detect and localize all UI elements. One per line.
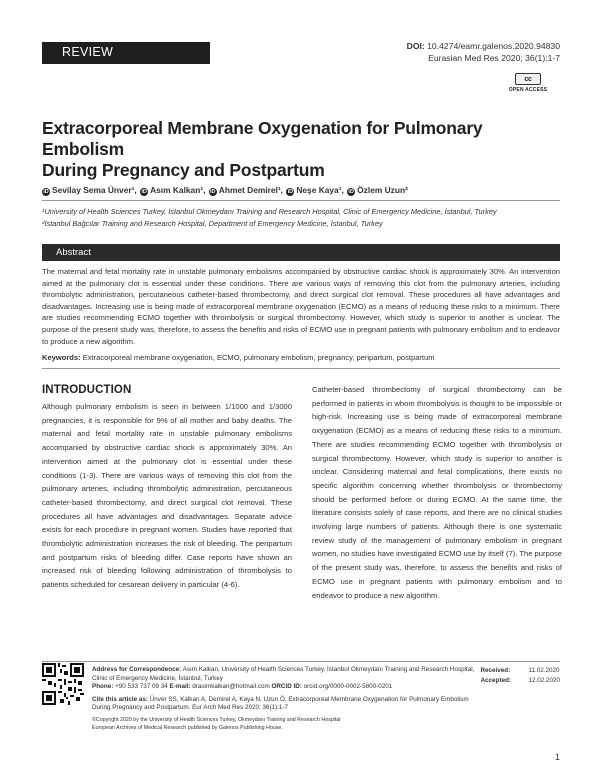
accepted-date: 12.02.2020 — [528, 676, 560, 684]
divider — [42, 200, 560, 201]
section-label: REVIEW — [42, 42, 210, 64]
author-name: Neşe Kaya¹, — [296, 185, 344, 195]
orcid-icon[interactable]: iD — [287, 189, 294, 195]
introduction-paragraph-1: Although pulmonary embolism is seen in between 1/1000 and 1/3000 pregnancies, it is responsible for 9% of all mother and baby deaths. The maternal and fetal mortality rate in unstable pulmonary embolisms accompanied by obstructive cardiac shock is approximately 30%. An intervention aimed at the pulmonary clot is essential under these conditions (1-3). There are various ways of removing this clot from the pulmonary arteries, including thrombolytic administration, percutaneous catheter-based thrombectomy, and direct surgical clot removal. These procedures all have advantages and disadvantages. Separate advice exists for each procedure in pregnant women. Studies have reported that thrombolytic administration increases the risk of bleeding. The peripartum and postpartum risks of bleeding differ. Case reports have shown an increased risk of bleeding following administration of thrombolysis to patients scheduled for cesarean delivery in particular (4-6). — [42, 402, 292, 590]
abstract-text: The maternal and fetal mortality rate in unstable pulmonary embolisms accompanied by obstructive cardiac shock is approximately 30%. An intervention aimed at the pulmonary clot is essential under these conditions. There are various ways of removing this clot from the pulmonary arteries, including thrombolytic administration, percutaneous catheter-based thrombectomy, and direct surgical clot removal. These procedures all have advantages and disadvantages. Increasing use is being made of extracorporeal membrane oxygenation (ECMO) as a means of reducing these risks to a minimum. There are studies recommending ECMO together with thrombolysis or surgical thrombectomy. However, which study is superior to another is unclear. The purpose of the present study was, therefore, to assess the benefits and risks of ECMO use in pregnant patients with pulmonary embolism and to endeavor to produce a new algorithm. — [42, 267, 560, 346]
orcid-icon[interactable]: iD — [348, 189, 354, 195]
right-column — [312, 383, 562, 602]
orcid-icon[interactable]: iD — [43, 189, 49, 195]
introduction-paragraph-2: Catheter-based thrombectomy of surgical thrombectomy can be performed in patients in whom thrombolysis is thought to be impossible or high-risk. Increasing use is being made of extracorporeal membrane oxygenation (ECMO) as a means of reducing these risks to a minimum. There are studies recommending ECMO together with thrombolysis or surgical thrombectomy. However, which study is superior to another is unclear. Considering maternal and fetal complications, there exists no specific algorithm concerning whether thrombolysis or thrombectomy should be performed before or during ECMO. At the same time, the literature consists solely of case reports, and there are no clinical studies involving large numbers of patients. Although there is one systematic review study of the management of pulmonary embolism in pregnant women, no studies have investigated ECMO use by itself (7). The purpose of the present study was, therefore, to assess the benefits and risks of ECMO use in pregnant patients with pulmonary embolism and to endeavor to produce a new algorithm. — [312, 385, 562, 600]
keywords-value: Extracorporeal membrane oxygenation, ECMO, pulmonary embolism, pregnancy, peripartum, postpartum — [82, 353, 435, 362]
page-number: 1 — [554, 752, 560, 762]
email-link[interactable]: drasimkalkan@hotmail.com — [192, 683, 270, 691]
accepted-label: Accepted: — [480, 676, 511, 684]
doi-label: DOI: — [406, 41, 425, 51]
orcid-link[interactable]: orcid.org/0000-0002-5800-0201 — [303, 683, 393, 691]
author-name: Sevilay Sema Ünver¹, — [52, 185, 137, 195]
abstract-heading: Abstract — [42, 244, 560, 261]
received-label: Received: — [480, 667, 511, 674]
cite-label: Cite this article as: — [92, 695, 148, 703]
cite-text: Ünver SS, Kalkan A, Demirel A, Kaya N, Uzun Ö. Extracorporeal Membrane Oxygenation for Pulmonary Embolism During Pregnancy and Postpartum. Eur Arch Med Res 2020; 36(1):1-7 — [92, 695, 469, 712]
keywords-label: Keywords: — [42, 353, 81, 362]
phone-label: Phone: — [92, 683, 114, 691]
correspondence-block — [92, 666, 487, 732]
orcid-icon[interactable]: iD — [141, 189, 147, 195]
correspondence-label: Address for Correspondence: — [92, 666, 182, 673]
copyright-line-2: European Archives of Medical Research published by Galenos Publishing House. — [92, 724, 283, 731]
affiliation-2: ²İstanbul Bağcılar Training and Research Hospital, Department of Emergency Medicine, İstanbul, Turkey — [42, 218, 383, 228]
author-name: Özlem Uzun² — [357, 185, 408, 195]
article-meta — [407, 40, 560, 64]
qr-code-icon[interactable] — [42, 663, 84, 705]
affiliations — [42, 206, 497, 229]
correspondence-address: Asım Kalkan, University of Health Sciences Turkey, İstanbul Okmeydanı Training and Research Hospital, Clinic of Emergency Medicine, İstanbul, Turkey — [92, 666, 475, 682]
article-dates — [480, 666, 560, 685]
divider — [42, 661, 560, 662]
phone-value: +90 533 737 09 34 — [115, 683, 168, 691]
divider — [42, 368, 560, 369]
orcid-label: ORCID ID: — [271, 683, 302, 691]
author-list — [42, 185, 409, 196]
affiliation-1: ¹University of Health Sciences Turkey, İstanbul Okmeydanı Training and Research Hospital, Clinic of Emergency Medicine, İstanbul, Turkey — [42, 207, 497, 216]
open-access-label: OPEN ACCESS — [508, 87, 548, 93]
orcid-icon[interactable]: iD — [210, 189, 216, 195]
open-access-badge — [508, 73, 548, 93]
introduction-heading: INTRODUCTION — [42, 384, 132, 396]
left-column — [42, 383, 292, 592]
copyright-line-1: ©Copyright 2020 by the University of Health Sciences Turkey, Okmeydanı Training and Research Hospital — [92, 716, 341, 723]
title-line-1: Extracorporeal Membrane Oxygenation for Pulmonary Embolism — [42, 118, 483, 159]
email-label: E-mail: — [169, 683, 191, 691]
keywords — [42, 353, 560, 362]
author-name: Ahmet Demirel¹, — [218, 185, 284, 195]
received-date: 11.02.2020 — [528, 667, 560, 674]
article-title — [42, 118, 562, 181]
journal-citation: Eurasian Med Res 2020; 36(1):1-7 — [428, 53, 560, 63]
creative-commons-icon: cc — [515, 73, 541, 85]
title-line-2: During Pregnancy and Postpartum — [42, 160, 325, 180]
doi-value[interactable]: 10.4274/eamr.galenos.2020.94830 — [427, 41, 560, 51]
author-name: Asım Kalkan¹, — [150, 185, 206, 195]
